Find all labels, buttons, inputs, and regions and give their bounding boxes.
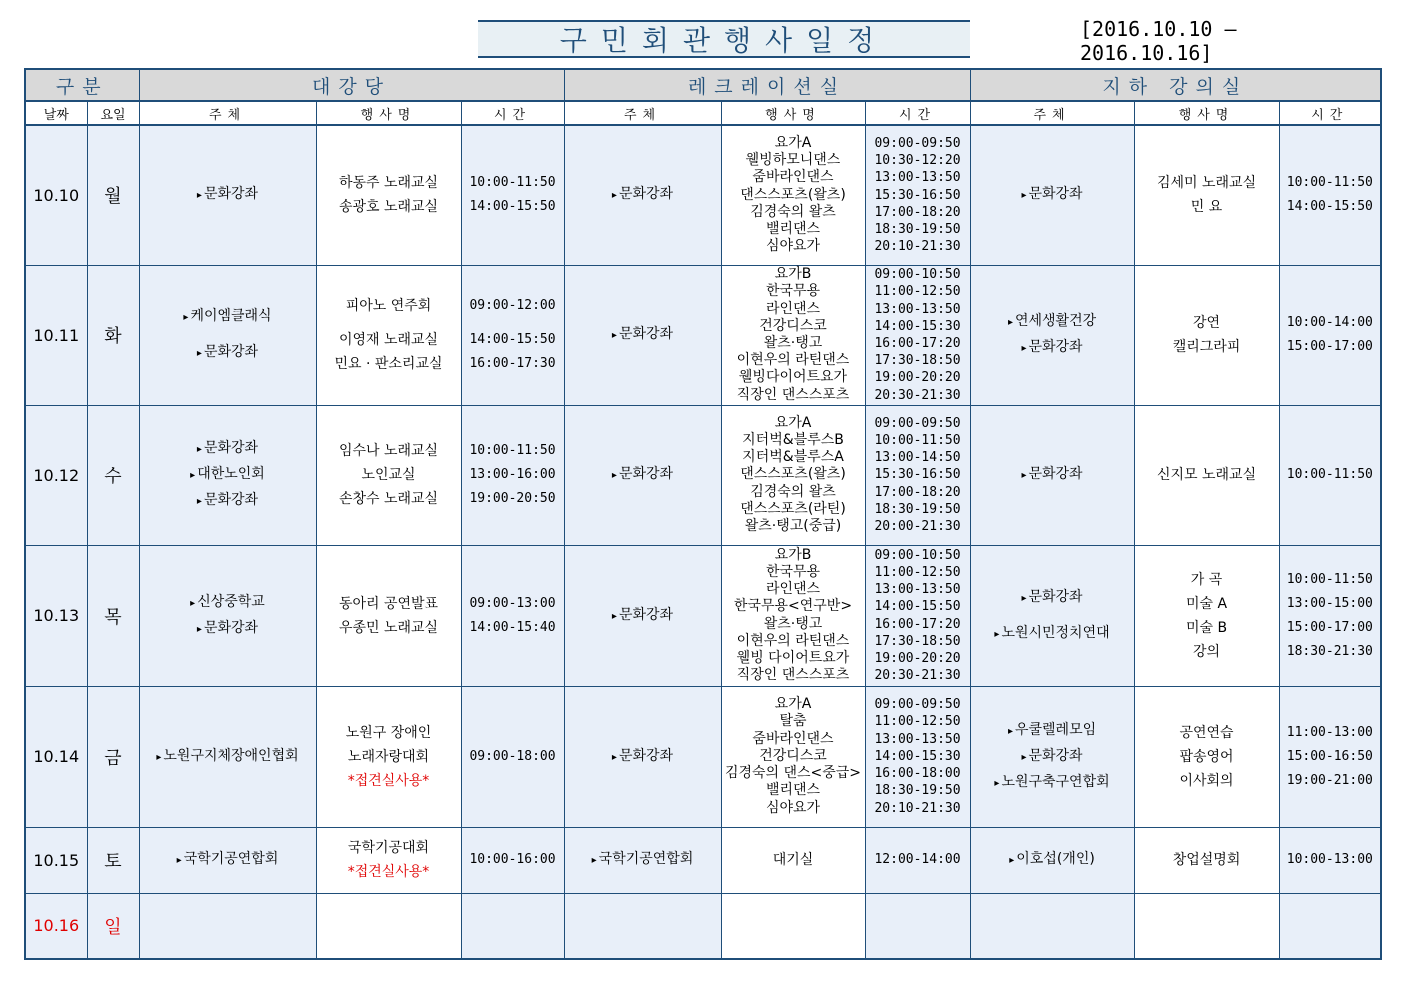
schedule-table	[24, 68, 1382, 960]
rec-time-cell	[865, 545, 970, 686]
venue-header-basement: 지하 강의실	[970, 69, 1381, 101]
rec-event-cell-line: 웰빙 다이어트요가	[736, 649, 850, 666]
hall-time-cell-line: 10:00-11:50	[469, 175, 556, 191]
hall-event-cell	[316, 827, 461, 893]
hall-host-cell-line: ▸ 국학기공연합회	[140, 847, 316, 873]
base-host-cell-line: ▸ 노원시민정치연대	[971, 621, 1134, 647]
rec-host-cell	[564, 827, 721, 893]
hall-host-cell	[139, 686, 316, 827]
base-time-cell-line: 10:00-13:00	[1286, 852, 1373, 867]
rec-time-cell-line: 14:00-15:30	[874, 748, 961, 764]
hall-host-cell-line: ▸ 노원구지체장애인협회	[140, 744, 316, 770]
dow-cell-line: 화	[104, 326, 122, 347]
rec-event-cell-line: 웰빙하모니댄스	[745, 152, 841, 169]
rec-time-cell-line: 20:10-21:30	[874, 239, 961, 255]
rec-time-cell-line: 12:00-14:00	[874, 852, 961, 867]
rec-event-cell	[721, 686, 865, 827]
rec-event-cell-line: 김경숙의 왈츠	[750, 203, 836, 220]
hall-time-cell	[461, 686, 564, 827]
hall-event-cell-line: 국학기공대회	[347, 840, 430, 856]
base-time-cell-line: 19:00-21:00	[1286, 772, 1373, 788]
rec-time-cell-line: 17:30-18:50	[874, 633, 961, 649]
base-event-cell-line: 창업설명회	[1172, 852, 1241, 868]
hall-host-cell-line: ▸ 문화강좌	[140, 436, 316, 462]
base-host-header: 주체	[970, 101, 1134, 125]
rec-host-cell-line: ▸ 문화강좌	[565, 322, 721, 348]
rec-event-cell-line: 웰빙다이어트요가	[738, 369, 848, 386]
venue-header-recreation: 레크레이션실	[564, 69, 970, 101]
base-time-cell-line: 14:00-15:50	[1286, 199, 1373, 215]
hall-host-cell	[139, 545, 316, 686]
base-event-cell-line: 공연연습	[1179, 724, 1234, 741]
hall-host-cell	[139, 265, 316, 405]
base-event-cell-line: 이사회의	[1179, 772, 1234, 789]
rec-event-cell-line: 직장인 댄스스포츠	[736, 386, 850, 403]
date-cell-line: 10.14	[33, 747, 80, 766]
base-event-cell-line: 강연	[1193, 315, 1221, 331]
base-time-cell-line: 15:00-17:00	[1286, 339, 1373, 354]
rec-event-cell-line: 이현우의 라틴댄스	[736, 632, 850, 649]
rec-host-cell-line: ▸ 문화강좌	[565, 744, 721, 770]
rec-event-cell-line: 직장인 댄스스포츠	[736, 667, 850, 684]
hall-time-cell	[461, 827, 564, 893]
rec-time-cell-line: 13:00-13:50	[874, 731, 961, 747]
dow-cell	[87, 545, 139, 686]
rec-event-cell-line: 이현우의 라틴댄스	[736, 352, 850, 369]
schedule-row	[25, 827, 1381, 893]
rec-event-cell-line: 요가B	[774, 266, 812, 283]
hall-time-cell-line: 14:00-15:40	[469, 619, 556, 635]
base-host-cell	[970, 405, 1134, 545]
base-host-cell-line: ▸ 문화강좌	[971, 335, 1134, 361]
rec-event-cell	[721, 827, 865, 893]
hall-host-cell-line: ▸ 신상중학교	[140, 590, 316, 616]
base-time-cell	[1279, 893, 1381, 959]
rec-time-cell-line: 14:00-15:30	[874, 318, 961, 334]
hall-event-cell-line: 손창수 노래교실	[338, 491, 439, 507]
base-time-cell	[1279, 827, 1381, 893]
base-event-cell-line: 팝송영어	[1179, 748, 1234, 765]
rec-time-cell-line: 20:10-21:30	[874, 800, 961, 816]
rec-time-cell-line: 20:30-21:30	[874, 387, 961, 403]
rec-time-cell-line: 16:00-18:00	[874, 766, 961, 782]
base-event-cell-line: 신지모 노래교실	[1156, 467, 1257, 483]
base-time-cell-line: 13:00-15:00	[1286, 595, 1373, 611]
dow-cell	[87, 893, 139, 959]
base-event-cell-line: 미술 B	[1185, 619, 1228, 636]
rec-time-cell-line: 10:30-12:20	[874, 153, 961, 169]
hall-host-cell-line: ▸ 문화강좌	[140, 488, 316, 514]
rec-time-cell-line: 19:00-20:20	[874, 370, 961, 386]
rec-time-cell-line: 17:00-18:20	[874, 484, 961, 500]
rec-time-cell-line: 09:00-09:50	[874, 136, 961, 152]
base-host-cell-line: ▸ 연세생활건강	[971, 309, 1134, 335]
page-title: 구민회관행사일정	[478, 20, 970, 58]
hall-event-cell-line: 노인교실	[361, 467, 416, 483]
rec-time-cell	[865, 827, 970, 893]
hall-time-cell-line: 10:00-11:50	[469, 443, 556, 458]
hall-event-cell-line: 송광호 노래교실	[338, 199, 439, 216]
date-cell-line: 10.10	[33, 185, 80, 205]
base-host-cell-line: ▸ 문화강좌	[971, 462, 1134, 488]
rec-event-cell-line: 라인댄스	[765, 300, 821, 317]
hall-host-cell-line: ▸ 문화강좌	[140, 616, 316, 642]
rec-event-cell-line: 대기실	[772, 852, 814, 868]
base-time-cell-line: 10:00-11:50	[1286, 571, 1373, 587]
spacer	[317, 318, 461, 328]
rec-time-cell-line: 13:00-13:50	[874, 301, 961, 317]
rec-time-cell-line: 15:30-16:50	[874, 187, 961, 203]
rec-time-cell-line: 13:00-13:50	[874, 582, 961, 598]
rec-host-cell-line: ▸ 국학기공연합회	[565, 847, 721, 873]
hall-time-cell-line: 14:00-15:50	[469, 332, 556, 347]
rec-time-cell-line: 17:30-18:50	[874, 353, 961, 369]
hall-time-cell	[461, 265, 564, 405]
date-cell	[25, 893, 87, 959]
base-time-cell-line: 11:00-13:00	[1286, 724, 1373, 740]
rec-time-cell-line: 18:30-19:50	[874, 222, 961, 238]
spacer	[462, 318, 564, 328]
hall-host-cell-line: ▸ 문화강좌	[140, 340, 316, 366]
rec-event-cell-line: 요가A	[774, 414, 812, 431]
rec-host-header: 주체	[564, 101, 721, 125]
date-cell-line: 10.13	[33, 606, 80, 625]
date-cell	[25, 827, 87, 893]
rec-event-cell	[721, 125, 865, 265]
base-event-cell	[1134, 265, 1279, 405]
dow-cell	[87, 125, 139, 265]
schedule-row	[25, 893, 1381, 959]
rec-event-cell-line: 밸리댄스	[765, 221, 821, 238]
venue-header-hall: 대강당	[139, 69, 564, 101]
hall-time-cell	[461, 893, 564, 959]
rec-time-cell-line: 15:30-16:50	[874, 467, 961, 483]
date-cell-line: 10.11	[33, 325, 80, 345]
rec-event-cell-line: 김경숙의 왈츠	[750, 483, 836, 500]
base-host-cell	[970, 686, 1134, 827]
hall-time-cell-line: 14:00-15:50	[469, 199, 556, 215]
hall-time-header: 시간	[461, 101, 564, 125]
rec-event-cell-line: 밸리댄스	[765, 782, 821, 799]
rec-time-cell-line: 13:00-13:50	[874, 170, 961, 186]
rec-time-cell-line: 11:00-12:50	[874, 714, 961, 730]
date-header: 날짜	[25, 101, 87, 125]
rec-time-cell-line: 09:00-09:50	[874, 415, 961, 431]
hall-event-cell-line: 노원구 장애인	[345, 724, 432, 741]
base-host-cell-line: ▸ 문화강좌	[971, 585, 1134, 611]
base-time-cell-line: 10:00-14:00	[1286, 315, 1373, 330]
rec-event-cell-line: 댄스스포츠(왈츠)	[740, 186, 846, 203]
hall-event-cell	[316, 125, 461, 265]
rec-event-cell-line: 지터벅&블루스B	[742, 431, 844, 448]
hall-time-cell	[461, 125, 564, 265]
rec-time-cell-line: 11:00-12:50	[874, 564, 961, 580]
base-time-cell-line: 15:00-17:00	[1286, 619, 1373, 635]
hall-time-cell-line: 19:00-20:50	[469, 491, 556, 506]
rec-time-cell-line: 20:30-21:30	[874, 668, 961, 684]
dow-cell-line: 수	[104, 466, 122, 487]
hall-event-cell-line: 민요 · 판소리교실	[334, 356, 443, 372]
hall-time-cell-line: 13:00-16:00	[469, 467, 556, 482]
rec-host-cell-line: ▸ 문화강좌	[565, 603, 721, 629]
base-time-cell-line: 10:00-11:50	[1286, 467, 1373, 482]
rec-time-cell-line: 18:30-19:50	[874, 783, 961, 799]
rec-event-cell-line: 건강디스코	[759, 317, 827, 334]
rec-event-cell-line: 한국무용	[765, 563, 821, 580]
rec-time-cell-line: 09:00-10:50	[874, 547, 961, 563]
base-host-cell	[970, 893, 1134, 959]
hall-time-cell	[461, 545, 564, 686]
base-host-cell	[970, 545, 1134, 686]
base-host-cell-line: ▸ 문화강좌	[971, 182, 1134, 208]
hall-event-cell-line: 피아노 연주회	[345, 298, 432, 314]
rec-time-cell-line: 16:00-17:20	[874, 616, 961, 632]
dow-cell	[87, 265, 139, 405]
rec-time-cell	[865, 686, 970, 827]
base-event-cell	[1134, 686, 1279, 827]
rec-event-cell-line: 왈츠·탱고(중급)	[744, 518, 842, 534]
schedule-row	[25, 686, 1381, 827]
hall-event-cell-line: 노래자랑대회	[347, 748, 430, 765]
hall-time-cell	[461, 405, 564, 545]
reception-room-note: *접견실사용*	[347, 772, 430, 789]
rec-time-cell-line: 19:00-20:20	[874, 650, 961, 666]
rec-time-cell	[865, 893, 970, 959]
venue-header-row	[25, 69, 1381, 101]
dow-cell	[87, 405, 139, 545]
hall-host-cell-line: ▸ 케이엠클래식	[140, 304, 316, 330]
dow-cell	[87, 827, 139, 893]
rec-event-cell-line: 요가B	[774, 546, 812, 563]
rec-host-cell-line: ▸ 문화강좌	[565, 462, 721, 488]
base-time-cell	[1279, 405, 1381, 545]
date-cell-line: 10.15	[33, 850, 80, 870]
rec-time-cell-line: 13:00-14:50	[874, 450, 961, 466]
rec-event-cell-line: 댄스스포츠(라틴)	[740, 500, 846, 517]
base-event-cell	[1134, 893, 1279, 959]
rec-event-cell	[721, 545, 865, 686]
schedule-row	[25, 545, 1381, 686]
dow-cell-line: 월	[104, 186, 122, 208]
hall-event-cell-line: 우종민 노래교실	[338, 619, 439, 636]
rec-event-cell-line: 요가A	[774, 696, 812, 713]
hall-time-cell-line: 10:00-16:00	[469, 852, 556, 867]
column-header-row	[25, 101, 1381, 125]
hall-event-cell-line: 임수나 노래교실	[338, 443, 439, 459]
base-event-cell-line: 미술 A	[1185, 595, 1228, 612]
hall-event-header: 행사명	[316, 101, 461, 125]
hall-host-header: 주체	[139, 101, 316, 125]
base-time-cell	[1279, 125, 1381, 265]
rec-host-cell	[564, 265, 721, 405]
rec-event-header: 행사명	[721, 101, 865, 125]
date-cell	[25, 405, 87, 545]
rec-event-cell-line: 왈츠·탱고	[763, 615, 823, 632]
rec-event-cell-line: 심야요가	[765, 799, 821, 816]
hall-host-cell-line: ▸ 문화강좌	[140, 182, 316, 208]
rec-event-cell-line: 건강디스코	[759, 747, 827, 764]
base-time-header: 시간	[1279, 101, 1381, 125]
rec-host-cell-line: ▸ 문화강좌	[565, 182, 721, 208]
base-time-cell	[1279, 545, 1381, 686]
rec-time-cell	[865, 265, 970, 405]
hall-time-cell-line: 09:00-18:00	[469, 748, 556, 764]
base-event-cell-line: 캘리그라피	[1172, 339, 1241, 355]
rec-event-cell-line: 요가A	[774, 135, 812, 152]
rec-event-cell-line: 김경숙의 댄스<중급>	[724, 765, 862, 782]
base-host-cell	[970, 265, 1134, 405]
date-cell	[25, 125, 87, 265]
category-header: 구분	[25, 69, 139, 101]
date-cell-line: 10.12	[33, 465, 80, 485]
schedule-row	[25, 405, 1381, 545]
hall-event-cell-line: 이영재 노래교실	[338, 332, 439, 348]
rec-host-cell	[564, 893, 721, 959]
hall-event-cell	[316, 405, 461, 545]
hall-time-cell-line: 09:00-13:00	[469, 595, 556, 611]
hall-event-cell	[316, 893, 461, 959]
base-host-cell-line: ▸ 문화강좌	[971, 744, 1134, 770]
rec-event-cell-line: 한국무용	[765, 283, 821, 300]
hall-event-cell-line: 하동주 노래교실	[338, 175, 439, 192]
hall-event-cell	[316, 686, 461, 827]
rec-time-header: 시간	[865, 101, 970, 125]
rec-event-cell-line: 줌바라인댄스	[752, 169, 834, 186]
rec-time-cell-line: 10:00-11:50	[874, 432, 961, 448]
rec-event-cell-line: 댄스스포츠(왈츠)	[740, 466, 846, 483]
spacer	[971, 611, 1134, 621]
rec-time-cell-line: 18:30-19:50	[874, 501, 961, 517]
date-cell	[25, 265, 87, 405]
base-host-cell	[970, 827, 1134, 893]
base-host-cell-line: ▸ 우쿨렐레모임	[971, 718, 1134, 744]
rec-time-cell-line: 09:00-09:50	[874, 697, 961, 713]
hall-event-cell	[316, 265, 461, 405]
base-event-cell-line: 민 요	[1190, 199, 1223, 216]
date-cell	[25, 686, 87, 827]
rec-event-cell-line: 탈춤	[779, 713, 807, 730]
rec-host-cell	[564, 125, 721, 265]
base-time-cell-line: 10:00-11:50	[1286, 175, 1373, 191]
rec-event-cell-line: 줌바라인댄스	[752, 730, 834, 747]
base-time-cell	[1279, 686, 1381, 827]
base-time-cell	[1279, 265, 1381, 405]
base-event-cell-line: 가 곡	[1190, 571, 1223, 588]
rec-time-cell	[865, 405, 970, 545]
rec-event-cell	[721, 893, 865, 959]
dow-cell-line: 목	[104, 606, 122, 628]
rec-event-cell-line: 라인댄스	[765, 581, 821, 598]
hall-host-cell-line: ▸ 대한노인회	[140, 462, 316, 488]
rec-time-cell-line: 14:00-15:50	[874, 599, 961, 615]
rec-event-cell-line: 한국무용<연구반>	[733, 598, 853, 615]
base-host-cell-line: ▸ 노원구축구연합회	[971, 770, 1134, 796]
rec-event-cell-line: 왈츠·탱고	[763, 335, 823, 351]
rec-host-cell	[564, 545, 721, 686]
hall-time-cell-line: 09:00-12:00	[469, 298, 556, 313]
base-host-cell-line: ▸ 이호섭(개인)	[971, 847, 1134, 873]
date-cell	[25, 545, 87, 686]
rec-host-cell	[564, 686, 721, 827]
base-event-header: 행사명	[1134, 101, 1279, 125]
hall-host-cell	[139, 405, 316, 545]
schedule-row	[25, 125, 1381, 265]
hall-host-cell	[139, 827, 316, 893]
rec-time-cell-line: 20:00-21:30	[874, 519, 961, 534]
dow-cell	[87, 686, 139, 827]
rec-host-cell	[564, 405, 721, 545]
hall-host-cell	[139, 125, 316, 265]
schedule-period: [2016.10.10 – 2016.10.16]	[1080, 17, 1237, 65]
dow-cell-line: 금	[104, 747, 122, 769]
schedule-row	[25, 265, 1381, 405]
spacer	[140, 330, 316, 340]
rec-event-cell-line: 심야요가	[765, 238, 821, 255]
hall-host-cell	[139, 893, 316, 959]
hall-event-cell	[316, 545, 461, 686]
base-event-cell-line: 강의	[1193, 643, 1221, 660]
dow-cell-line: 일	[104, 916, 122, 938]
base-time-cell-line: 18:30-21:30	[1286, 643, 1373, 659]
base-host-cell	[970, 125, 1134, 265]
rec-event-cell	[721, 405, 865, 545]
base-event-cell	[1134, 125, 1279, 265]
dow-header: 요일	[87, 101, 139, 125]
reception-room-note: *접견실사용*	[347, 864, 430, 880]
base-time-cell-line: 15:00-16:50	[1286, 748, 1373, 764]
dow-cell-line: 토	[104, 851, 122, 872]
hall-event-cell-line: 동아리 공연발표	[338, 595, 439, 612]
hall-time-cell-line: 16:00-17:30	[469, 356, 556, 371]
base-event-cell	[1134, 545, 1279, 686]
rec-time-cell-line: 17:00-18:20	[874, 204, 961, 220]
base-event-cell	[1134, 827, 1279, 893]
rec-time-cell	[865, 125, 970, 265]
rec-time-cell-line: 09:00-10:50	[874, 267, 961, 283]
rec-time-cell-line: 11:00-12:50	[874, 284, 961, 300]
base-event-cell	[1134, 405, 1279, 545]
date-cell-line: 10.16	[33, 916, 80, 936]
base-event-cell-line: 김세미 노래교실	[1156, 175, 1257, 192]
rec-event-cell	[721, 265, 865, 405]
rec-event-cell-line: 지터벅&블루스A	[742, 449, 844, 466]
rec-time-cell-line: 16:00-17:20	[874, 336, 961, 351]
